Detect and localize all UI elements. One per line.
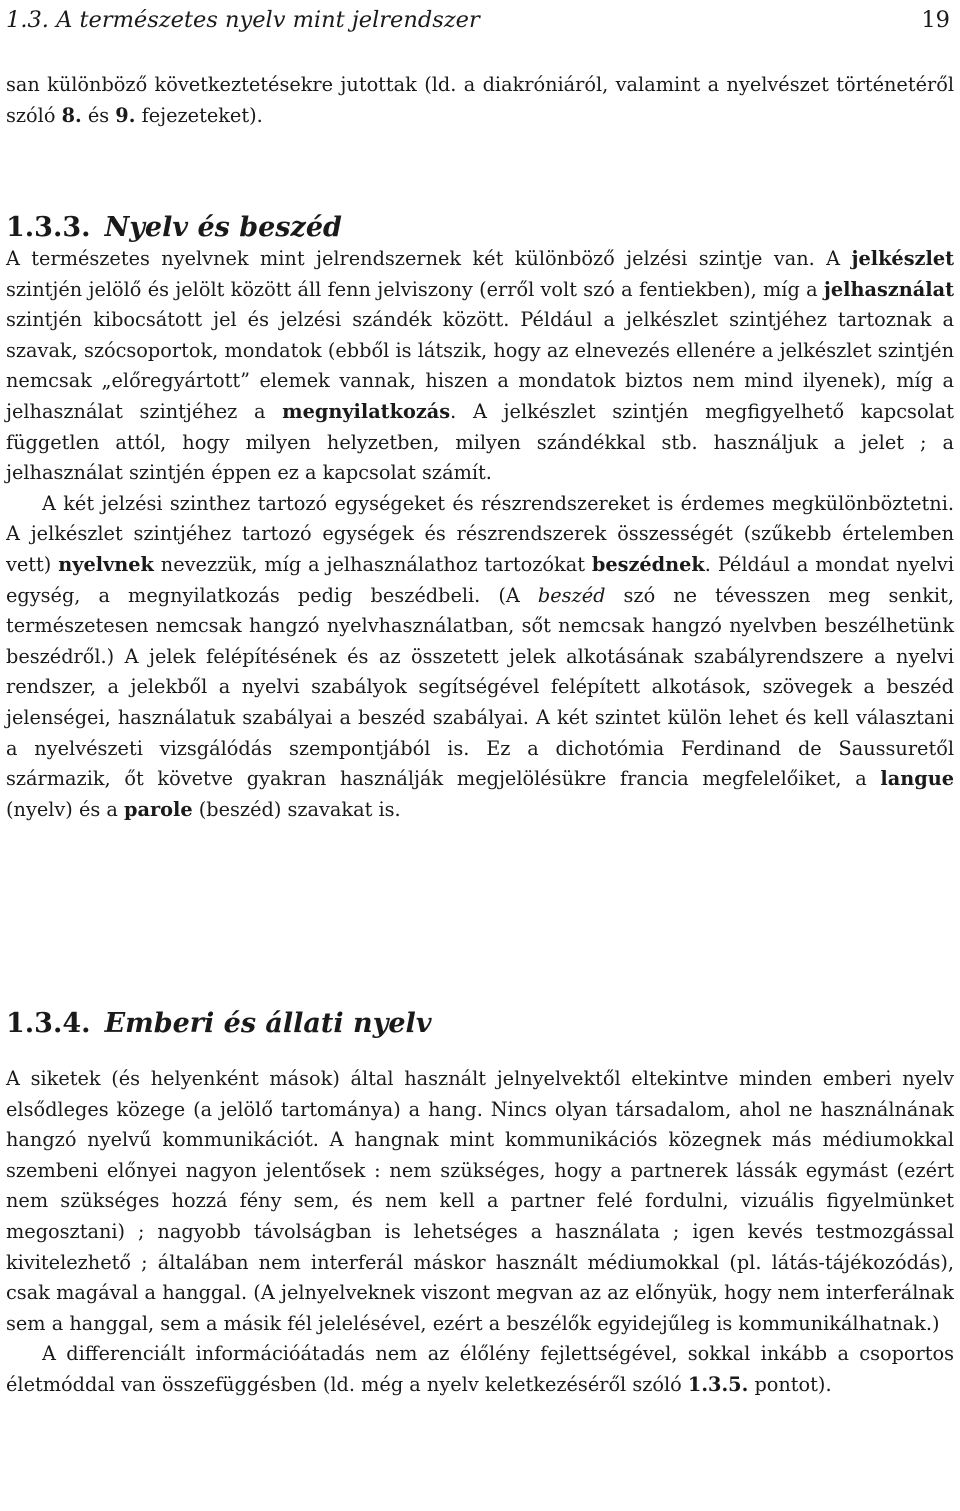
section-1-3-3-body	[6, 244, 954, 825]
term: beszédnek	[591, 552, 705, 576]
term: nyelvnek	[58, 552, 154, 576]
section-title: Emberi és állati nyelv	[104, 1008, 432, 1039]
paragraph	[6, 1339, 954, 1400]
section-ref: 1.3.5.	[687, 1372, 749, 1396]
running-header	[6, 2, 950, 38]
chapter-ref: 8.	[61, 103, 82, 127]
text-run: szintjén kibocsátott jel és jelzési szándék között. Például a jelkészlet szintjéhez tartoznak a szavak, szócsoportok, mondatok (ebből is látszik, hogy az elnevezés ellenére a jelkészlet szintjén nemcsak „előregyártott” elemek vannak, hiszen a mondatok biztos nem mind ilyenek), míg a jelhasználat szintjéhez a	[6, 308, 954, 423]
intro-continuation	[6, 70, 954, 131]
paragraph	[6, 489, 954, 826]
paragraph	[6, 244, 954, 489]
text-run: san különböző következtetésekre jutottak (ld. a diakróniáról, valamint a nyelvészet történetéről szóló	[6, 73, 954, 127]
section-1-3-4-body	[6, 1064, 954, 1401]
text-run: . A jelkészlet szintjén megfigyelhető kapcsolat független attól, hogy milyen helyzetben, milyen szándékkal stb. használjuk a jelet ; a jelhasználat szintjén éppen ez a kapcsolat számít.	[6, 399, 954, 485]
term: jelhasználat	[823, 277, 954, 301]
page-number: 19	[921, 7, 950, 33]
section-title: Nyelv és beszéd	[104, 212, 342, 243]
text-run: és	[81, 103, 116, 127]
text-run: A differenciált információátadás nem az élőlény fejlettségével, sokkal inkább a csoportos életmóddal van összefüggésben (ld. még a nyelv keletkezéséről szóló	[6, 1342, 954, 1396]
text-run: A természetes nyelvnek mint jelrendszernek két különböző jelzési szintje van. A	[6, 247, 852, 270]
text-run: szó ne tévesszen meg senkit, természetesen nemcsak hangzó nyelvhasználatban, sőt nemcsak hangzó nyelvben beszélhetünk beszédről.) A jelek felépítésének és az összetett jelek alkotásának szabályrendszere a nyelvi rendszer, a jelekből a nyelvi szabályok segítségével felépített alkotások, szövegek a beszéd jelenségei, használatuk szabályai a beszéd szabályai. A két szintet külön lehet és kell választani a nyelvészeti vizsgálódás szempontjából is. Ez a dichotómia Ferdinand de Saussuretől származik, őt követve gyakran használják megjelölésükre francia megfelelőiket, a	[6, 583, 954, 791]
running-title: 1.3. A természetes nyelv mint jelrendszer	[6, 7, 480, 33]
text-run: pontot).	[748, 1372, 832, 1396]
intro-paragraph	[6, 70, 954, 131]
section-heading-1-3-4	[6, 1006, 432, 1042]
term: jelkészlet	[851, 247, 954, 270]
section-number: 1.3.3.	[6, 212, 91, 243]
paragraph: A siketek (és helyenként mások) által használt jelnyelvektől eltekintve minden emberi nyelv elsődleges közege (a jelölő tartománya) a hang. Nincs olyan társadalom, ahol ne használnának hangzó nyelvű kommunikációt. A hangnak mint kommunikációs közegnek más médiumokkal szembeni előnyei nagyon jelentősek : nem szükséges, hogy a partnerek lássák egymást (ezért nem szükséges hozzá fény sem, és nem kell a partner felé fordulni, vizuális figyelmünket megosztani) ; nagyobb távolságban is lehetséges a használata ; igen kevés testmozgással kivitelezhető ; általában nem interferál máskor használt médiumokkal (pl. látás-tájékozódás), csak magával a hanggal. (A jelnyelveknek viszont megvan az az előnyük, hogy nem interferálnak sem a hanggal, sem a másik fél jelelésével, ezért a beszélők egyidejűleg is kommunikálhatnak.)	[6, 1067, 954, 1335]
section-number: 1.3.4.	[6, 1008, 91, 1039]
text-run: szintjén jelölő és jelölt között áll fenn jelviszony (erről volt szó a fentiekben), míg a	[6, 277, 824, 301]
text-run: (beszéd) szavakat is.	[192, 797, 401, 821]
text-run: . Például a mondat nyelvi egység, a megnyilatkozás pedig beszédbeli. (A	[6, 552, 954, 607]
chapter-ref: 9.	[115, 103, 136, 127]
section-heading-1-3-3	[6, 210, 342, 246]
term: langue	[880, 767, 954, 791]
emphasis: beszéd	[537, 583, 606, 607]
text-run: nevezzük, míg a jelhasználathoz tartozókat	[153, 552, 592, 576]
text-run: fejezeteket).	[135, 103, 263, 127]
term: parole	[124, 797, 193, 821]
text-run: (nyelv) és a	[6, 797, 125, 821]
text-run: A két jelzési szinthez tartozó egységeket és részrendszereket is érdemes megkülönböztetni. A jelkészlet szintjéhez tartozó egységek és részrendszerek összességét (szűkebb értelemben vett)	[6, 491, 954, 576]
term: megnyilatkozás	[282, 399, 451, 423]
